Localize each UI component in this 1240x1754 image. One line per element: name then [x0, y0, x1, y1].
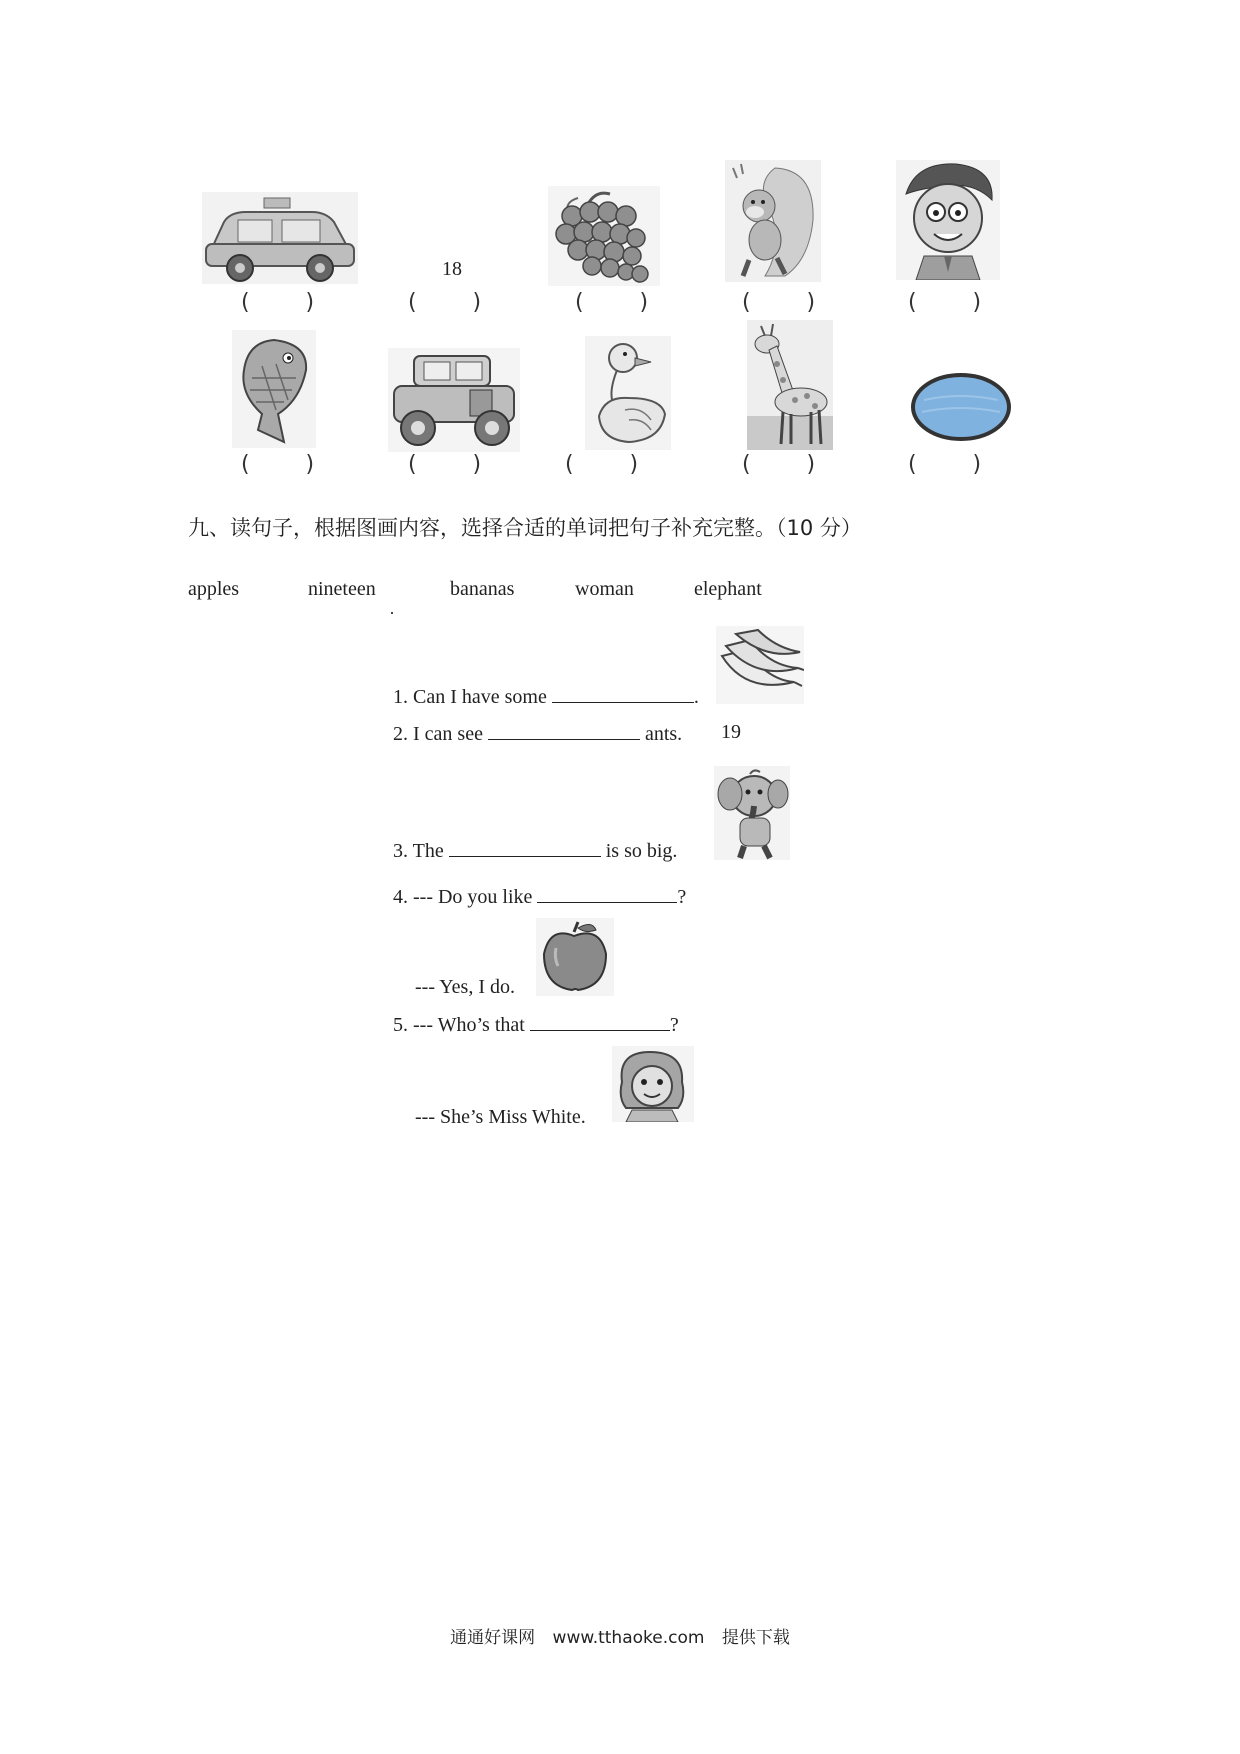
sentence-4-reply: --- Yes, I do.	[415, 976, 515, 998]
answer-paren-row2-1[interactable]: ( )	[241, 452, 315, 477]
sentence-4	[393, 884, 686, 909]
word-bank-nineteen: nineteen	[308, 578, 376, 600]
section-9-title: 九、读句子，根据图画内容，选择合适的单词把句子补充完整。（10 分）	[188, 516, 862, 540]
sentence-2-blank[interactable]	[488, 721, 640, 740]
word-bank-elephant: elephant	[694, 578, 762, 600]
answer-paren-row2-3[interactable]: ( )	[565, 452, 639, 477]
car-icon	[388, 348, 520, 452]
answer-paren-row2-5[interactable]: ( )	[908, 452, 982, 477]
taxi-icon	[202, 192, 358, 284]
fish-icon	[232, 330, 316, 448]
sentence-4-text: 4. --- Do you like	[393, 886, 533, 908]
word-bank-bananas: bananas	[450, 578, 515, 600]
sentence-2-end: ants.	[644, 723, 683, 745]
page-footer	[0, 1623, 1240, 1648]
word-bank-woman: woman	[575, 578, 634, 600]
answer-paren-row1-3[interactable]: ( )	[575, 290, 649, 315]
sentence-5-blank[interactable]	[530, 1012, 670, 1031]
bananas-icon	[716, 626, 804, 704]
sentence-3	[393, 838, 677, 863]
footer-url[interactable]: www.tthaoke.com	[552, 1628, 705, 1648]
answer-paren-row2-2[interactable]: ( )	[408, 452, 482, 477]
sentence-1	[393, 684, 699, 709]
sentence-1-end: .	[693, 686, 699, 708]
stray-mark	[391, 612, 393, 614]
sentence-4-blank[interactable]	[537, 884, 677, 903]
answer-paren-row2-4[interactable]: ( )	[742, 452, 816, 477]
sentence-5-reply: --- She’s Miss White.	[415, 1106, 586, 1128]
picture-number-label: 18	[442, 258, 462, 280]
elephant-icon	[714, 766, 790, 860]
sentence-4-end: ?	[677, 886, 687, 908]
answer-paren-row1-4[interactable]: ( )	[742, 290, 816, 315]
sentence-2	[393, 721, 682, 746]
word-bank-apples: apples	[188, 578, 240, 600]
boy-icon	[896, 160, 1000, 280]
duck-icon	[585, 336, 671, 450]
answer-paren-row1-1[interactable]: ( )	[241, 290, 315, 315]
grapes-icon	[548, 186, 660, 286]
giraffe-icon	[747, 320, 833, 450]
apple-icon	[536, 918, 614, 996]
sentence-5-end: ?	[669, 1014, 679, 1036]
sentence-5	[393, 1012, 679, 1037]
answer-paren-row1-5[interactable]: ( )	[908, 290, 982, 315]
monkey-icon	[725, 160, 821, 282]
sentence-3-end: is so big.	[605, 840, 678, 862]
answer-paren-row1-2[interactable]: ( )	[408, 290, 482, 315]
footer-suffix: 提供下载	[721, 1628, 790, 1648]
sentence-2-text: 2. I can see	[393, 723, 483, 745]
footer-site-name: 通通好课网	[450, 1628, 536, 1648]
sentence-1-text: 1. Can I have some	[393, 686, 547, 708]
sentence-3-blank[interactable]	[449, 838, 601, 857]
woman-icon	[612, 1046, 694, 1122]
sentence-5-text: 5. --- Who’s that	[393, 1014, 525, 1036]
oval-icon	[910, 372, 1012, 442]
sentence-1-blank[interactable]	[552, 684, 694, 703]
sentence-3-text: 3. The	[393, 840, 444, 862]
sentence-2-number: 19	[721, 721, 741, 743]
